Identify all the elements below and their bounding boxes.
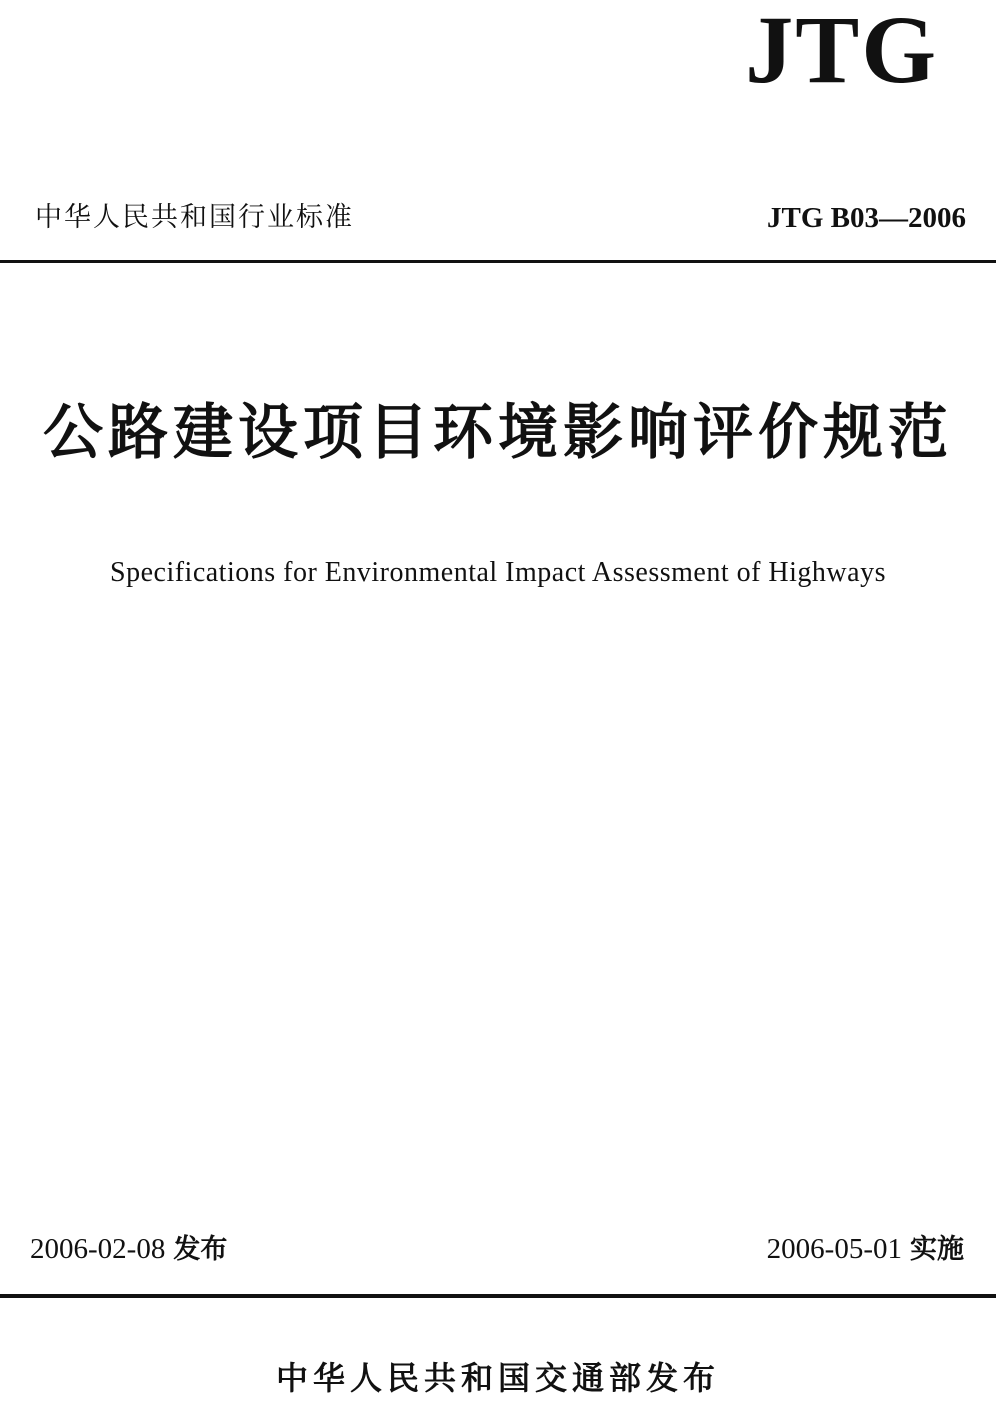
issue-date: [30, 1227, 227, 1276]
top-divider: [0, 260, 996, 263]
jtg-logo: JTG: [745, 0, 938, 103]
dates-row: [30, 1227, 964, 1271]
title-english: Specifications for Environmental Impact Assessment of Highways: [110, 557, 886, 588]
title-chinese: 公路建设项目环境影响评价规范: [43, 398, 953, 468]
effective-date-value: 2006-05-01: [766, 1233, 902, 1265]
standard-category: 中华人民共和国行业标准: [35, 202, 354, 233]
effective-date-label: 实施: [910, 1234, 964, 1265]
bottom-divider: [0, 1294, 996, 1298]
issue-date-label: 发布: [173, 1234, 228, 1265]
publisher: 中华人民共和国交通部发布: [275, 1359, 720, 1397]
issue-date-value: 2006-02-08: [30, 1233, 166, 1265]
cover-header: [35, 198, 966, 238]
standard-code: JTG B03—2006: [767, 202, 966, 234]
effective-date: [767, 1227, 964, 1276]
